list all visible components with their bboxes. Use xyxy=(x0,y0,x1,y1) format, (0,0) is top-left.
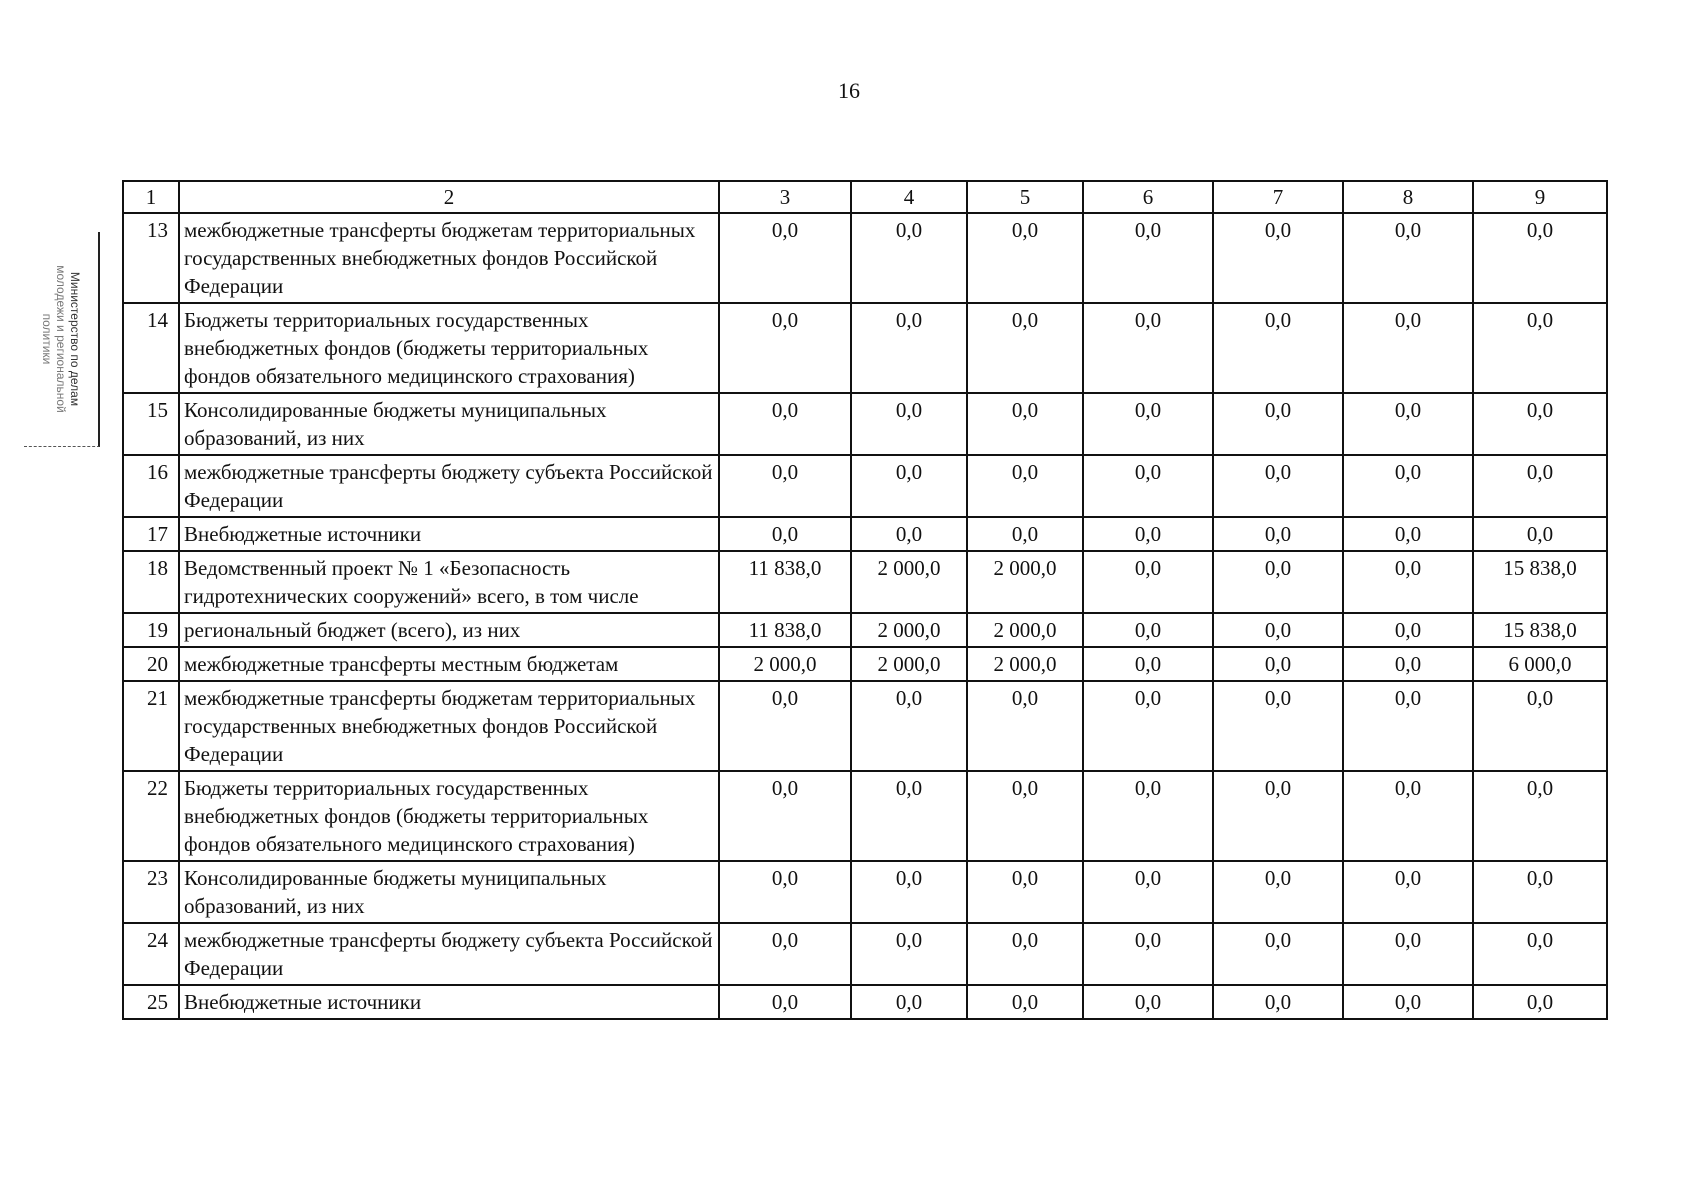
row-value-col-3: 11 838,0 xyxy=(719,613,851,647)
row-number: 19 xyxy=(123,613,179,647)
row-value-col-9: 15 838,0 xyxy=(1473,551,1607,613)
row-number: 25 xyxy=(123,985,179,1019)
row-value-col-8: 0,0 xyxy=(1343,393,1473,455)
row-value-col-5: 0,0 xyxy=(967,517,1083,551)
row-value-col-5: 0,0 xyxy=(967,923,1083,985)
row-number: 21 xyxy=(123,681,179,771)
row-value-col-4: 0,0 xyxy=(851,517,967,551)
row-value-col-3: 0,0 xyxy=(719,303,851,393)
column-header: 9 xyxy=(1473,181,1607,213)
row-value-col-9: 0,0 xyxy=(1473,771,1607,861)
row-value-col-9: 0,0 xyxy=(1473,861,1607,923)
table-row xyxy=(123,771,1607,861)
table-header-row xyxy=(123,181,1607,213)
row-value-col-5: 0,0 xyxy=(967,985,1083,1019)
row-value-col-8: 0,0 xyxy=(1343,681,1473,771)
row-number: 18 xyxy=(123,551,179,613)
table-row xyxy=(123,303,1607,393)
row-value-col-6: 0,0 xyxy=(1083,985,1213,1019)
row-value-col-6: 0,0 xyxy=(1083,647,1213,681)
row-label: Консолидированные бюджеты муниципальных образований, из них xyxy=(179,861,719,923)
row-value-col-7: 0,0 xyxy=(1213,647,1343,681)
row-value-col-5: 0,0 xyxy=(967,771,1083,861)
row-number: 17 xyxy=(123,517,179,551)
row-value-col-9: 0,0 xyxy=(1473,681,1607,771)
ministry-stamp xyxy=(24,232,100,447)
row-value-col-3: 11 838,0 xyxy=(719,551,851,613)
table-row xyxy=(123,551,1607,613)
row-value-col-7: 0,0 xyxy=(1213,613,1343,647)
stamp-text xyxy=(40,265,82,413)
row-value-col-3: 0,0 xyxy=(719,985,851,1019)
row-value-col-7: 0,0 xyxy=(1213,985,1343,1019)
row-value-col-3: 0,0 xyxy=(719,213,851,303)
row-value-col-7: 0,0 xyxy=(1213,861,1343,923)
table-row xyxy=(123,985,1607,1019)
row-value-col-8: 0,0 xyxy=(1343,647,1473,681)
table-row xyxy=(123,393,1607,455)
row-value-col-8: 0,0 xyxy=(1343,923,1473,985)
row-value-col-7: 0,0 xyxy=(1213,213,1343,303)
row-value-col-6: 0,0 xyxy=(1083,517,1213,551)
row-value-col-4: 0,0 xyxy=(851,681,967,771)
row-value-col-4: 2 000,0 xyxy=(851,647,967,681)
row-value-col-5: 2 000,0 xyxy=(967,647,1083,681)
row-value-col-5: 0,0 xyxy=(967,681,1083,771)
row-value-col-8: 0,0 xyxy=(1343,551,1473,613)
row-value-col-7: 0,0 xyxy=(1213,681,1343,771)
row-value-col-3: 0,0 xyxy=(719,681,851,771)
row-value-col-8: 0,0 xyxy=(1343,517,1473,551)
row-value-col-8: 0,0 xyxy=(1343,985,1473,1019)
row-label: межбюджетные трансферты бюджету субъекта Российской Федерации xyxy=(179,923,719,985)
stamp-line-1: Министерство по делам xyxy=(68,271,82,407)
row-value-col-6: 0,0 xyxy=(1083,771,1213,861)
row-value-col-4: 0,0 xyxy=(851,771,967,861)
row-label: региональный бюджет (всего), из них xyxy=(179,613,719,647)
column-header: 6 xyxy=(1083,181,1213,213)
budget-table xyxy=(122,180,1608,1020)
row-value-col-6: 0,0 xyxy=(1083,551,1213,613)
table-row xyxy=(123,647,1607,681)
row-number: 13 xyxy=(123,213,179,303)
row-number: 14 xyxy=(123,303,179,393)
row-value-col-8: 0,0 xyxy=(1343,861,1473,923)
row-value-col-6: 0,0 xyxy=(1083,681,1213,771)
row-value-col-4: 0,0 xyxy=(851,861,967,923)
table-row xyxy=(123,923,1607,985)
row-value-col-8: 0,0 xyxy=(1343,771,1473,861)
row-value-col-9: 6 000,0 xyxy=(1473,647,1607,681)
row-label: межбюджетные трансферты бюджету субъекта Российской Федерации xyxy=(179,455,719,517)
table-row xyxy=(123,613,1607,647)
row-value-col-7: 0,0 xyxy=(1213,303,1343,393)
row-value-col-6: 0,0 xyxy=(1083,303,1213,393)
row-value-col-6: 0,0 xyxy=(1083,455,1213,517)
row-value-col-5: 2 000,0 xyxy=(967,551,1083,613)
row-label: Консолидированные бюджеты муниципальных образований, из них xyxy=(179,393,719,455)
column-header: 5 xyxy=(967,181,1083,213)
row-value-col-4: 0,0 xyxy=(851,455,967,517)
row-value-col-5: 0,0 xyxy=(967,303,1083,393)
row-value-col-3: 2 000,0 xyxy=(719,647,851,681)
row-number: 23 xyxy=(123,861,179,923)
row-number: 24 xyxy=(123,923,179,985)
row-value-col-9: 0,0 xyxy=(1473,303,1607,393)
row-value-col-4: 0,0 xyxy=(851,303,967,393)
column-header: 4 xyxy=(851,181,967,213)
column-header: 7 xyxy=(1213,181,1343,213)
row-value-col-9: 0,0 xyxy=(1473,455,1607,517)
row-label: Внебюджетные источники xyxy=(179,517,719,551)
row-value-col-5: 2 000,0 xyxy=(967,613,1083,647)
row-value-col-7: 0,0 xyxy=(1213,393,1343,455)
row-value-col-3: 0,0 xyxy=(719,923,851,985)
row-label: Внебюджетные источники xyxy=(179,985,719,1019)
table-row xyxy=(123,517,1607,551)
row-value-col-8: 0,0 xyxy=(1343,303,1473,393)
row-value-col-8: 0,0 xyxy=(1343,455,1473,517)
row-value-col-5: 0,0 xyxy=(967,861,1083,923)
row-label: межбюджетные трансферты бюджетам территориальных государственных внебюджетных фондов Российской Федерации xyxy=(179,213,719,303)
column-header: 1 xyxy=(123,181,179,213)
table-row xyxy=(123,455,1607,517)
row-value-col-3: 0,0 xyxy=(719,861,851,923)
row-value-col-7: 0,0 xyxy=(1213,455,1343,517)
row-value-col-3: 0,0 xyxy=(719,517,851,551)
row-value-col-5: 0,0 xyxy=(967,455,1083,517)
column-header: 3 xyxy=(719,181,851,213)
row-label: межбюджетные трансферты местным бюджетам xyxy=(179,647,719,681)
row-value-col-7: 0,0 xyxy=(1213,551,1343,613)
page-number: 16 xyxy=(838,78,860,103)
row-value-col-3: 0,0 xyxy=(719,393,851,455)
row-number: 20 xyxy=(123,647,179,681)
row-value-col-9: 15 838,0 xyxy=(1473,613,1607,647)
row-value-col-9: 0,0 xyxy=(1473,213,1607,303)
row-value-col-3: 0,0 xyxy=(719,455,851,517)
row-value-col-6: 0,0 xyxy=(1083,393,1213,455)
row-value-col-9: 0,0 xyxy=(1473,517,1607,551)
row-value-col-4: 0,0 xyxy=(851,213,967,303)
row-value-col-7: 0,0 xyxy=(1213,771,1343,861)
row-label: Ведомственный проект № 1 «Безопасность гидротехнических сооружений» всего, в том числе xyxy=(179,551,719,613)
row-value-col-7: 0,0 xyxy=(1213,517,1343,551)
row-label: Бюджеты территориальных государственных внебюджетных фондов (бюджеты территориальных фондов обязательного медицинского страхования) xyxy=(179,771,719,861)
row-number: 15 xyxy=(123,393,179,455)
row-value-col-9: 0,0 xyxy=(1473,923,1607,985)
row-value-col-6: 0,0 xyxy=(1083,613,1213,647)
row-value-col-4: 2 000,0 xyxy=(851,551,967,613)
table-row xyxy=(123,681,1607,771)
table-body xyxy=(123,213,1607,1019)
row-value-col-4: 2 000,0 xyxy=(851,613,967,647)
row-value-col-8: 0,0 xyxy=(1343,613,1473,647)
row-number: 22 xyxy=(123,771,179,861)
row-label: межбюджетные трансферты бюджетам территориальных государственных внебюджетных фондов Российской Федерации xyxy=(179,681,719,771)
column-header: 8 xyxy=(1343,181,1473,213)
table-row xyxy=(123,861,1607,923)
stamp-line-2: молодежи и региональной xyxy=(54,265,68,413)
row-value-col-4: 0,0 xyxy=(851,985,967,1019)
row-label: Бюджеты территориальных государственных внебюджетных фондов (бюджеты территориальных фондов обязательного медицинского страхования) xyxy=(179,303,719,393)
row-value-col-7: 0,0 xyxy=(1213,923,1343,985)
row-value-col-6: 0,0 xyxy=(1083,861,1213,923)
row-value-col-8: 0,0 xyxy=(1343,213,1473,303)
row-number: 16 xyxy=(123,455,179,517)
row-value-col-5: 0,0 xyxy=(967,393,1083,455)
row-value-col-9: 0,0 xyxy=(1473,985,1607,1019)
row-value-col-6: 0,0 xyxy=(1083,923,1213,985)
row-value-col-4: 0,0 xyxy=(851,923,967,985)
stamp-line-3: политики xyxy=(40,313,54,365)
row-value-col-3: 0,0 xyxy=(719,771,851,861)
row-value-col-5: 0,0 xyxy=(967,213,1083,303)
row-value-col-4: 0,0 xyxy=(851,393,967,455)
row-value-col-9: 0,0 xyxy=(1473,393,1607,455)
row-value-col-6: 0,0 xyxy=(1083,213,1213,303)
column-header: 2 xyxy=(179,181,719,213)
table-row xyxy=(123,213,1607,303)
